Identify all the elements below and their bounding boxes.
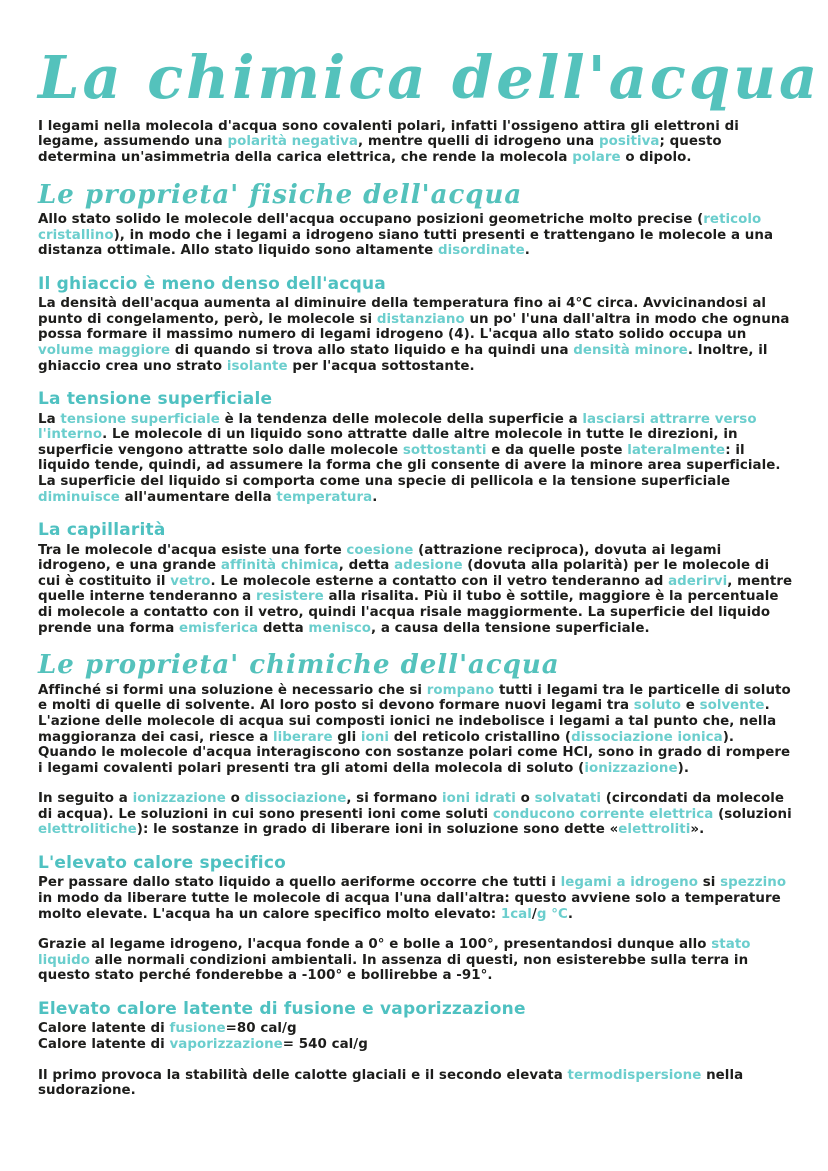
highlighted-term: ioni xyxy=(360,729,390,745)
highlighted-term: dissociazione ionica xyxy=(571,729,723,745)
body-text: / xyxy=(531,906,537,922)
body-text: detta xyxy=(258,620,309,636)
paragraph-capillarita xyxy=(38,543,794,637)
body-text: del reticolo cristallino ( xyxy=(389,729,572,745)
highlighted-term: affinità chimica xyxy=(220,558,339,574)
body-text: o dipolo. xyxy=(620,149,692,165)
highlighted-term: temperatura xyxy=(276,489,373,505)
body-text: , mentre quelle interne tenderanno a xyxy=(38,573,793,605)
body-text: , a causa della tensione superficiale. xyxy=(371,620,650,636)
body-text: (soluzioni xyxy=(713,806,792,822)
body-text: ). xyxy=(677,760,689,776)
body-text: o xyxy=(225,791,245,807)
body-text: , detta xyxy=(338,558,395,574)
highlighted-term: menisco xyxy=(308,620,372,636)
body-text: alla risalita. Più il tubo è sottile, maggiore è la percentuale di molecole a contatto con il vetro, quindi l'acqua risale maggiormente. La superficie del liquido prende una forma xyxy=(38,589,779,636)
highlighted-term: distanziano xyxy=(376,311,465,327)
body-text: (attrazione reciproca), dovuta ai legami idrogeno, e una grande xyxy=(38,542,722,574)
section-heading-proprieta-fisiche: Le proprieta' fisiche dell'acqua xyxy=(38,179,523,210)
paragraph-proprieta-fisiche xyxy=(38,212,794,259)
highlighted-term: polare xyxy=(572,149,621,165)
body-text: . Inoltre, il ghiaccio crea uno strato xyxy=(38,343,768,374)
highlighted-term: elettroliti xyxy=(618,822,691,838)
line-calore-latente-vaporizzazione xyxy=(38,1037,794,1053)
highlighted-term: liberare xyxy=(273,729,333,745)
highlighted-term: tensione superficiale xyxy=(60,411,220,427)
body-text: all'aumentare della xyxy=(119,489,277,505)
highlighted-term: ionizzazione xyxy=(132,791,226,807)
highlighted-term: isolante xyxy=(226,358,288,374)
highlighted-term: 1cal xyxy=(500,906,532,922)
highlighted-term: conducono corrente elettrica xyxy=(492,806,714,822)
highlighted-term: positiva xyxy=(598,134,660,150)
body-text: ». xyxy=(690,822,705,838)
body-text: Tra le molecole d'acqua esiste una forte xyxy=(38,542,347,558)
body-text: Per passare dallo stato liquido a quello aeriforme occorre che tutti i xyxy=(38,875,561,891)
paragraph-tensione-superficiale xyxy=(38,412,794,506)
highlighted-term: fusione xyxy=(169,1021,226,1037)
body-text: = 540 cal/g xyxy=(282,1037,368,1053)
body-text: si xyxy=(698,875,721,891)
body-text: ; questo determina un'asimmetria della carica elettrica, che rende la molecola xyxy=(38,134,722,165)
body-text: : il liquido tende, quindi, ad assumere la forma che gli consente di avere la minore area superficiale. La superficie del liquido si comporta come una specie di pellicola e la tensione superficiale xyxy=(38,442,781,489)
body-text: Calore latente di xyxy=(38,1037,170,1053)
highlighted-term: rompano xyxy=(426,682,495,698)
highlighted-term: vetro xyxy=(170,573,211,589)
body-text: tutti i legami tra le particelle di soluto e molti di quelle di solvente. Al loro posto si devono formare nuovi legami tra xyxy=(38,682,791,714)
highlighted-term: diminuisce xyxy=(38,489,120,505)
line-calore-latente-fusione xyxy=(38,1021,794,1037)
body-text: è la tendenza delle molecole della superficie a xyxy=(219,411,583,427)
highlighted-term: stato liquido xyxy=(38,937,751,968)
paragraph-calore-specifico-1 xyxy=(38,875,794,922)
section-heading-calore-latente: Elevato calore latente di fusione e vaporizzazione xyxy=(38,999,526,1020)
paragraph-conclusione xyxy=(38,1068,794,1099)
body-text: (dovuta alla polarità) per le molecole di cui è costituito il xyxy=(38,558,770,589)
highlighted-term: polarità negativa xyxy=(227,134,359,150)
body-text: gli xyxy=(332,729,361,745)
body-text: . xyxy=(567,906,573,922)
highlighted-term: spezzino xyxy=(720,875,787,891)
highlighted-term: dissociazione xyxy=(244,791,347,807)
highlighted-term: lasciarsi attrarre verso l'interno xyxy=(38,411,757,443)
highlighted-term: elettrolitiche xyxy=(38,822,137,838)
section-heading-calore-specifico: L'elevato calore specifico xyxy=(38,853,286,874)
paragraph-proprieta-chimiche-2 xyxy=(38,791,794,838)
body-text: nella sudorazione. xyxy=(38,1067,744,1099)
highlighted-term: coesione xyxy=(346,542,414,558)
highlighted-term: g °C xyxy=(536,906,568,922)
body-text: , mentre quelli di idrogeno una xyxy=(358,134,599,150)
body-text: ), in modo che i legami a idrogeno siano tutti presenti e trattengano le molecole a una distanza ottimale. Allo stato liquido sono altamente xyxy=(38,227,774,259)
body-text: e xyxy=(681,698,700,714)
highlighted-term: solvente xyxy=(699,698,765,714)
body-text: Allo stato solido le molecole dell'acqua occupano posizioni geometriche molto precise ( xyxy=(38,212,704,228)
highlighted-term: lateralmente xyxy=(627,442,726,458)
highlighted-term: aderirvi xyxy=(668,573,728,589)
intro-paragraph xyxy=(38,119,794,166)
paragraph-ghiaccio-meno-denso xyxy=(38,296,794,374)
highlighted-term: legami a idrogeno xyxy=(560,875,699,891)
highlighted-term: termodispersione xyxy=(567,1067,702,1083)
highlighted-term: solvatati xyxy=(534,791,601,807)
highlighted-term: volume maggiore xyxy=(38,343,171,359)
body-text: (circondati da molecole di acqua). Le soluzioni in cui sono presenti ioni come soluti xyxy=(38,791,784,822)
body-text: . Le molecole esterne a contatto con il vetro tenderanno ad xyxy=(210,573,669,589)
highlighted-term: resistere xyxy=(255,589,324,605)
body-text: o xyxy=(515,791,535,807)
highlighted-term: emisferica xyxy=(179,620,259,636)
body-text: e da quelle poste xyxy=(486,442,628,458)
body-text: =80 cal/g xyxy=(225,1021,297,1037)
section-heading-capillarita: La capillarità xyxy=(38,520,166,541)
body-text: per l'acqua sottostante. xyxy=(287,358,475,374)
body-text: ). Quando le molecole d'acqua interagiscono con sostanze polari come HCl, sono in grado di rompere i legami covalenti polari presenti tra gli atomi della molecola di soluto ( xyxy=(38,729,791,776)
body-text: . L'azione delle molecole di acqua sui composti ionici ne indebolisce i legami a tal punto che, nella maggioranza dei casi, riesce a xyxy=(38,698,777,745)
body-text: alle normali condizioni ambientali. In assenza di questi, non esisterebbe sulla terra in questo stato perché fonderebbe a -100° e bollirebbe a -91°. xyxy=(38,952,749,984)
paragraph-calore-specifico-2 xyxy=(38,937,794,984)
highlighted-term: soluto xyxy=(633,698,681,714)
body-text: ): le sostanze in grado di liberare ioni in soluzione sono dette « xyxy=(136,822,619,838)
body-text: Affinché si formi una soluzione è necessario che si xyxy=(38,682,427,698)
body-text: , si formano xyxy=(346,791,442,807)
highlighted-term: densità minore xyxy=(573,343,688,359)
highlighted-term: ioni idrati xyxy=(441,791,516,807)
section-heading-proprieta-chimiche: Le proprieta' chimiche dell'acqua xyxy=(38,650,560,681)
body-text: un po' l'una dall'altra in modo che ognuna possa formare il massimo numero di legami idrogeno (4). L'acqua allo stato solido occupa un xyxy=(38,311,790,343)
body-text: La densità dell'acqua aumenta al diminuire della temperatura fino ai 4°C circa. Avvicinandosi al punto di congelamento, però, le molecole si xyxy=(38,296,767,327)
body-text: La xyxy=(38,411,61,427)
highlighted-term: ionizzazione xyxy=(584,760,678,776)
highlighted-term: vaporizzazione xyxy=(169,1037,283,1053)
body-text: I legami nella molecola d'acqua sono covalenti polari, infatti l'ossigeno attira gli elettroni di legame, assumendo una xyxy=(38,118,739,150)
body-text: di quando si trova allo stato liquido e ha quindi una xyxy=(170,343,574,359)
section-heading-ghiaccio-meno-denso: Il ghiaccio è meno denso dell'acqua xyxy=(38,273,386,294)
body-text: . Le molecole di un liquido sono attratte dalle altre molecole in tutte le direzioni, in superficie vengono attratte solo dalle molecole xyxy=(38,427,738,458)
section-heading-tensione-superficiale: La tensione superficiale xyxy=(38,389,273,410)
body-text: Grazie al legame idrogeno, l'acqua fonde a 0° e bolle a 100°, presentandosi dunque allo xyxy=(38,937,712,953)
page-title: La chimica dell'acqua xyxy=(38,43,821,112)
body-text: . xyxy=(372,489,378,505)
highlighted-term: reticolo cristallino xyxy=(38,212,762,243)
body-text: Calore latente di xyxy=(38,1021,170,1037)
body-text: . xyxy=(524,243,530,259)
body-text: In seguito a xyxy=(38,791,133,807)
highlighted-term: disordinate xyxy=(438,243,525,259)
paragraph-proprieta-chimiche-1 xyxy=(38,683,794,777)
highlighted-term: sottostanti xyxy=(402,442,487,458)
highlighted-term: adesione xyxy=(394,558,463,574)
body-text: Il primo provoca la stabilità delle calotte glaciali e il secondo elevata xyxy=(38,1067,568,1083)
body-text: in modo da liberare tutte le molecole di acqua l'una dall'altra: questo avviene solo a temperature molto elevate. L'acqua ha un calore specifico molto elevato: xyxy=(38,891,781,922)
